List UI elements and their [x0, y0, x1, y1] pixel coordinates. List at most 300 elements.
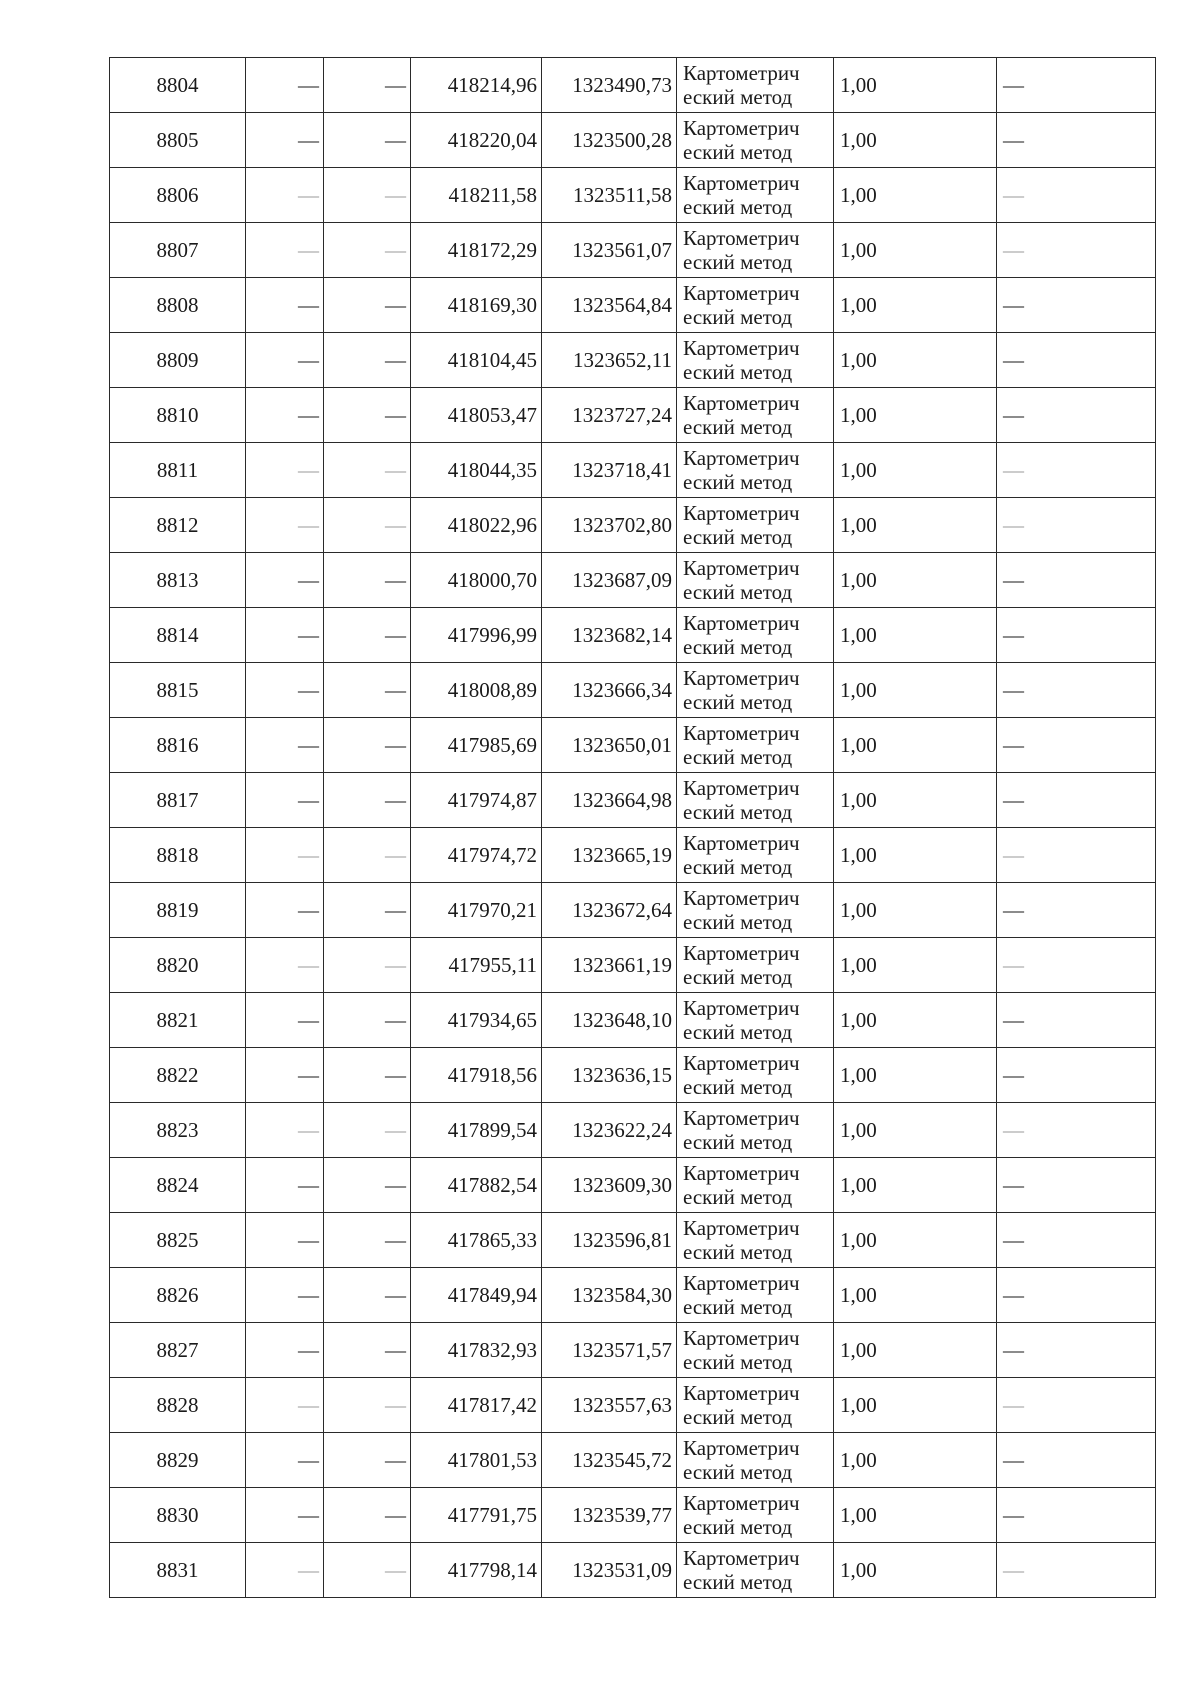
point-number-cell: 8809: [110, 333, 246, 388]
empty-dash-cell: [324, 1158, 411, 1213]
empty-dash-cell: [324, 718, 411, 773]
dash-mark: —: [1003, 1503, 1024, 1527]
coordinates-table: [109, 57, 1156, 1598]
point-number-cell: 8823: [110, 1103, 246, 1158]
accuracy-cell: 1,00: [834, 58, 997, 113]
y-coordinate-cell: 1323596,81: [542, 1213, 677, 1268]
dash-mark: —: [385, 458, 406, 482]
y-coordinate-cell: 1323561,07: [542, 223, 677, 278]
dash-mark: —: [385, 568, 406, 592]
point-number-cell: 8807: [110, 223, 246, 278]
dash-mark: —: [298, 733, 319, 757]
method-line-2: еский метод: [683, 1515, 793, 1539]
description-cell: [997, 333, 1156, 388]
point-number-cell: 8811: [110, 443, 246, 498]
empty-dash-cell: [246, 718, 324, 773]
description-cell: [997, 608, 1156, 663]
x-coordinate-cell: 418044,35: [411, 443, 542, 498]
method-cell: [677, 1488, 834, 1543]
method-line-1: Картометрич: [683, 666, 800, 690]
description-cell: [997, 388, 1156, 443]
dash-mark: —: [385, 183, 406, 207]
point-number-cell: 8805: [110, 113, 246, 168]
point-number-cell: 8830: [110, 1488, 246, 1543]
method-line-1: Картометрич: [683, 776, 800, 800]
method-line-1: Картометрич: [683, 446, 800, 470]
point-number-cell: 8821: [110, 993, 246, 1048]
empty-dash-cell: [246, 1158, 324, 1213]
empty-dash-cell: [324, 1488, 411, 1543]
dash-mark: —: [298, 568, 319, 592]
point-number-cell: 8824: [110, 1158, 246, 1213]
empty-dash-cell: [246, 663, 324, 718]
dash-mark: —: [298, 513, 319, 537]
accuracy-cell: 1,00: [834, 1213, 997, 1268]
table-row: [110, 938, 1156, 993]
method-line-1: Картометрич: [683, 226, 800, 250]
description-cell: [997, 113, 1156, 168]
dash-mark: —: [385, 1173, 406, 1197]
empty-dash-cell: [246, 333, 324, 388]
description-cell: [997, 1103, 1156, 1158]
dash-mark: —: [385, 1448, 406, 1472]
x-coordinate-cell: 417832,93: [411, 1323, 542, 1378]
method-cell: [677, 1213, 834, 1268]
description-cell: [997, 1158, 1156, 1213]
table-row: [110, 1543, 1156, 1598]
x-coordinate-cell: 418008,89: [411, 663, 542, 718]
empty-dash-cell: [246, 883, 324, 938]
accuracy-cell: 1,00: [834, 993, 997, 1048]
method-line-2: еский метод: [683, 1185, 793, 1209]
method-line-1: Картометрич: [683, 1161, 800, 1185]
method-cell: [677, 1048, 834, 1103]
empty-dash-cell: [324, 773, 411, 828]
dash-mark: —: [1003, 73, 1024, 97]
accuracy-cell: 1,00: [834, 333, 997, 388]
x-coordinate-cell: 418000,70: [411, 553, 542, 608]
dash-mark: —: [1003, 733, 1024, 757]
method-cell: [677, 1433, 834, 1488]
method-line-1: Картометрич: [683, 61, 800, 85]
y-coordinate-cell: 1323664,98: [542, 773, 677, 828]
dash-mark: —: [1003, 843, 1024, 867]
method-cell: [677, 333, 834, 388]
empty-dash-cell: [324, 1543, 411, 1598]
accuracy-cell: 1,00: [834, 1378, 997, 1433]
description-cell: [997, 1433, 1156, 1488]
empty-dash-cell: [246, 1103, 324, 1158]
point-number-cell: 8827: [110, 1323, 246, 1378]
dash-mark: —: [1003, 953, 1024, 977]
point-number-cell: 8813: [110, 553, 246, 608]
dash-mark: —: [298, 1448, 319, 1472]
empty-dash-cell: [324, 443, 411, 498]
method-cell: [677, 278, 834, 333]
dash-mark: —: [385, 293, 406, 317]
dash-mark: —: [385, 513, 406, 537]
y-coordinate-cell: 1323682,14: [542, 608, 677, 663]
method-line-1: Картометрич: [683, 1051, 800, 1075]
x-coordinate-cell: 418214,96: [411, 58, 542, 113]
dash-mark: —: [1003, 1118, 1024, 1142]
empty-dash-cell: [324, 113, 411, 168]
dash-mark: —: [298, 403, 319, 427]
method-line-2: еский метод: [683, 305, 793, 329]
empty-dash-cell: [246, 1213, 324, 1268]
table-row: [110, 828, 1156, 883]
method-line-2: еский метод: [683, 1075, 793, 1099]
point-number-cell: 8814: [110, 608, 246, 663]
dash-mark: —: [298, 898, 319, 922]
empty-dash-cell: [246, 938, 324, 993]
y-coordinate-cell: 1323490,73: [542, 58, 677, 113]
method-line-1: Картометрич: [683, 336, 800, 360]
dash-mark: —: [298, 1503, 319, 1527]
method-cell: [677, 1103, 834, 1158]
method-cell: [677, 718, 834, 773]
y-coordinate-cell: 1323727,24: [542, 388, 677, 443]
x-coordinate-cell: 417798,14: [411, 1543, 542, 1598]
method-line-2: еский метод: [683, 1405, 793, 1429]
empty-dash-cell: [246, 443, 324, 498]
method-line-2: еский метод: [683, 910, 793, 934]
x-coordinate-cell: 417801,53: [411, 1433, 542, 1488]
x-coordinate-cell: 417996,99: [411, 608, 542, 663]
accuracy-cell: 1,00: [834, 773, 997, 828]
method-line-1: Картометрич: [683, 1436, 800, 1460]
empty-dash-cell: [324, 553, 411, 608]
table-row: [110, 443, 1156, 498]
empty-dash-cell: [324, 993, 411, 1048]
x-coordinate-cell: 417974,87: [411, 773, 542, 828]
dash-mark: —: [1003, 788, 1024, 812]
table-row: [110, 993, 1156, 1048]
table-row: [110, 1213, 1156, 1268]
accuracy-cell: 1,00: [834, 1323, 997, 1378]
empty-dash-cell: [246, 1488, 324, 1543]
dash-mark: —: [385, 678, 406, 702]
empty-dash-cell: [246, 1323, 324, 1378]
point-number-cell: 8825: [110, 1213, 246, 1268]
description-cell: [997, 1213, 1156, 1268]
method-line-1: Картометрич: [683, 171, 800, 195]
empty-dash-cell: [324, 1433, 411, 1488]
method-line-2: еский метод: [683, 690, 793, 714]
dash-mark: —: [1003, 678, 1024, 702]
description-cell: [997, 1488, 1156, 1543]
accuracy-cell: 1,00: [834, 1158, 997, 1213]
y-coordinate-cell: 1323702,80: [542, 498, 677, 553]
method-line-1: Картометрич: [683, 556, 800, 580]
point-number-cell: 8822: [110, 1048, 246, 1103]
dash-mark: —: [1003, 238, 1024, 262]
dash-mark: —: [1003, 403, 1024, 427]
description-cell: [997, 938, 1156, 993]
accuracy-cell: 1,00: [834, 1488, 997, 1543]
dash-mark: —: [385, 623, 406, 647]
dash-mark: —: [298, 1283, 319, 1307]
y-coordinate-cell: 1323500,28: [542, 113, 677, 168]
y-coordinate-cell: 1323564,84: [542, 278, 677, 333]
point-number-cell: 8808: [110, 278, 246, 333]
dash-mark: —: [385, 1338, 406, 1362]
accuracy-cell: 1,00: [834, 278, 997, 333]
method-cell: [677, 1158, 834, 1213]
y-coordinate-cell: 1323687,09: [542, 553, 677, 608]
description-cell: [997, 1543, 1156, 1598]
y-coordinate-cell: 1323652,11: [542, 333, 677, 388]
y-coordinate-cell: 1323661,19: [542, 938, 677, 993]
dash-mark: —: [385, 1228, 406, 1252]
accuracy-cell: 1,00: [834, 498, 997, 553]
method-line-1: Картометрич: [683, 886, 800, 910]
method-line-2: еский метод: [683, 1460, 793, 1484]
method-line-1: Картометрич: [683, 116, 800, 140]
dash-mark: —: [298, 73, 319, 97]
x-coordinate-cell: 418104,45: [411, 333, 542, 388]
table-row: [110, 1103, 1156, 1158]
description-cell: [997, 168, 1156, 223]
table-row: [110, 113, 1156, 168]
empty-dash-cell: [324, 1213, 411, 1268]
empty-dash-cell: [324, 1323, 411, 1378]
method-line-1: Картометрич: [683, 721, 800, 745]
description-cell: [997, 443, 1156, 498]
dash-mark: —: [1003, 1008, 1024, 1032]
empty-dash-cell: [246, 608, 324, 663]
empty-dash-cell: [246, 168, 324, 223]
accuracy-cell: 1,00: [834, 388, 997, 443]
method-line-2: еский метод: [683, 800, 793, 824]
method-cell: [677, 828, 834, 883]
table-row: [110, 1378, 1156, 1433]
table-row: [110, 773, 1156, 828]
document-page: [109, 57, 1155, 1598]
method-cell: [677, 993, 834, 1048]
dash-mark: —: [1003, 1338, 1024, 1362]
empty-dash-cell: [246, 498, 324, 553]
method-cell: [677, 773, 834, 828]
empty-dash-cell: [246, 1543, 324, 1598]
table-row: [110, 608, 1156, 663]
accuracy-cell: 1,00: [834, 883, 997, 938]
method-line-2: еский метод: [683, 525, 793, 549]
dash-mark: —: [298, 128, 319, 152]
dash-mark: —: [1003, 1558, 1024, 1582]
method-cell: [677, 1543, 834, 1598]
empty-dash-cell: [324, 498, 411, 553]
table-row: [110, 663, 1156, 718]
point-number-cell: 8829: [110, 1433, 246, 1488]
table-row: [110, 333, 1156, 388]
method-line-1: Картометрич: [683, 1106, 800, 1130]
dash-mark: —: [298, 1228, 319, 1252]
dash-mark: —: [298, 1173, 319, 1197]
x-coordinate-cell: 417985,69: [411, 718, 542, 773]
method-cell: [677, 1323, 834, 1378]
dash-mark: —: [385, 1063, 406, 1087]
description-cell: [997, 773, 1156, 828]
table-row: [110, 553, 1156, 608]
dash-mark: —: [385, 843, 406, 867]
method-line-2: еский метод: [683, 635, 793, 659]
method-line-1: Картометрич: [683, 1546, 800, 1570]
dash-mark: —: [298, 843, 319, 867]
point-number-cell: 8817: [110, 773, 246, 828]
dash-mark: —: [1003, 1283, 1024, 1307]
description-cell: [997, 1378, 1156, 1433]
empty-dash-cell: [324, 663, 411, 718]
description-cell: [997, 883, 1156, 938]
dash-mark: —: [298, 458, 319, 482]
table-row: [110, 498, 1156, 553]
point-number-cell: 8826: [110, 1268, 246, 1323]
method-line-2: еский метод: [683, 1295, 793, 1319]
x-coordinate-cell: 417974,72: [411, 828, 542, 883]
dash-mark: —: [1003, 128, 1024, 152]
dash-mark: —: [385, 1008, 406, 1032]
method-line-1: Картометрич: [683, 391, 800, 415]
method-cell: [677, 663, 834, 718]
empty-dash-cell: [246, 113, 324, 168]
point-number-cell: 8804: [110, 58, 246, 113]
description-cell: [997, 223, 1156, 278]
y-coordinate-cell: 1323636,15: [542, 1048, 677, 1103]
table-row: [110, 1268, 1156, 1323]
method-line-2: еский метод: [683, 745, 793, 769]
dash-mark: —: [385, 788, 406, 812]
dash-mark: —: [385, 348, 406, 372]
method-cell: [677, 443, 834, 498]
description-cell: [997, 553, 1156, 608]
dash-mark: —: [385, 73, 406, 97]
dash-mark: —: [1003, 568, 1024, 592]
y-coordinate-cell: 1323609,30: [542, 1158, 677, 1213]
empty-dash-cell: [246, 993, 324, 1048]
x-coordinate-cell: 417865,33: [411, 1213, 542, 1268]
method-line-2: еский метод: [683, 85, 793, 109]
dash-mark: —: [1003, 623, 1024, 647]
dash-mark: —: [385, 953, 406, 977]
x-coordinate-cell: 417970,21: [411, 883, 542, 938]
empty-dash-cell: [324, 58, 411, 113]
empty-dash-cell: [324, 223, 411, 278]
y-coordinate-cell: 1323622,24: [542, 1103, 677, 1158]
table-body: [110, 58, 1156, 1598]
accuracy-cell: 1,00: [834, 113, 997, 168]
dash-mark: —: [298, 238, 319, 262]
dash-mark: —: [1003, 458, 1024, 482]
y-coordinate-cell: 1323665,19: [542, 828, 677, 883]
dash-mark: —: [298, 623, 319, 647]
x-coordinate-cell: 418211,58: [411, 168, 542, 223]
accuracy-cell: 1,00: [834, 1543, 997, 1598]
x-coordinate-cell: 417918,56: [411, 1048, 542, 1103]
method-line-1: Картометрич: [683, 831, 800, 855]
dash-mark: —: [1003, 1063, 1024, 1087]
dash-mark: —: [1003, 1173, 1024, 1197]
accuracy-cell: 1,00: [834, 828, 997, 883]
accuracy-cell: 1,00: [834, 718, 997, 773]
accuracy-cell: 1,00: [834, 168, 997, 223]
description-cell: [997, 1048, 1156, 1103]
empty-dash-cell: [246, 1378, 324, 1433]
dash-mark: —: [1003, 898, 1024, 922]
method-line-2: еский метод: [683, 1020, 793, 1044]
empty-dash-cell: [246, 223, 324, 278]
dash-mark: —: [385, 1118, 406, 1142]
method-line-1: Картометрич: [683, 501, 800, 525]
description-cell: [997, 828, 1156, 883]
method-cell: [677, 1378, 834, 1433]
method-cell: [677, 608, 834, 663]
x-coordinate-cell: 417934,65: [411, 993, 542, 1048]
method-line-2: еский метод: [683, 250, 793, 274]
accuracy-cell: 1,00: [834, 223, 997, 278]
empty-dash-cell: [324, 1048, 411, 1103]
empty-dash-cell: [246, 553, 324, 608]
method-line-2: еский метод: [683, 470, 793, 494]
method-line-2: еский метод: [683, 965, 793, 989]
dash-mark: —: [298, 1338, 319, 1362]
table-row: [110, 1488, 1156, 1543]
empty-dash-cell: [246, 58, 324, 113]
method-line-1: Картометрич: [683, 1216, 800, 1240]
point-number-cell: 8806: [110, 168, 246, 223]
method-line-2: еский метод: [683, 1240, 793, 1264]
empty-dash-cell: [246, 388, 324, 443]
accuracy-cell: 1,00: [834, 1433, 997, 1488]
empty-dash-cell: [246, 828, 324, 883]
table-row: [110, 1433, 1156, 1488]
x-coordinate-cell: 418053,47: [411, 388, 542, 443]
dash-mark: —: [298, 788, 319, 812]
description-cell: [997, 58, 1156, 113]
y-coordinate-cell: 1323545,72: [542, 1433, 677, 1488]
x-coordinate-cell: 418172,29: [411, 223, 542, 278]
dash-mark: —: [385, 1393, 406, 1417]
point-number-cell: 8812: [110, 498, 246, 553]
method-line-1: Картометрич: [683, 1381, 800, 1405]
dash-mark: —: [1003, 513, 1024, 537]
x-coordinate-cell: 418220,04: [411, 113, 542, 168]
accuracy-cell: 1,00: [834, 553, 997, 608]
method-line-2: еский метод: [683, 140, 793, 164]
y-coordinate-cell: 1323718,41: [542, 443, 677, 498]
y-coordinate-cell: 1323557,63: [542, 1378, 677, 1433]
table-row: [110, 718, 1156, 773]
empty-dash-cell: [324, 333, 411, 388]
point-number-cell: 8815: [110, 663, 246, 718]
dash-mark: —: [298, 1008, 319, 1032]
method-line-2: еский метод: [683, 855, 793, 879]
y-coordinate-cell: 1323666,34: [542, 663, 677, 718]
empty-dash-cell: [324, 1268, 411, 1323]
y-coordinate-cell: 1323650,01: [542, 718, 677, 773]
point-number-cell: 8831: [110, 1543, 246, 1598]
dash-mark: —: [1003, 1448, 1024, 1472]
accuracy-cell: 1,00: [834, 608, 997, 663]
y-coordinate-cell: 1323531,09: [542, 1543, 677, 1598]
accuracy-cell: 1,00: [834, 443, 997, 498]
dash-mark: —: [298, 678, 319, 702]
table-row: [110, 1323, 1156, 1378]
method-line-2: еский метод: [683, 195, 793, 219]
method-line-1: Картометрич: [683, 611, 800, 635]
table-row: [110, 223, 1156, 278]
empty-dash-cell: [246, 1433, 324, 1488]
